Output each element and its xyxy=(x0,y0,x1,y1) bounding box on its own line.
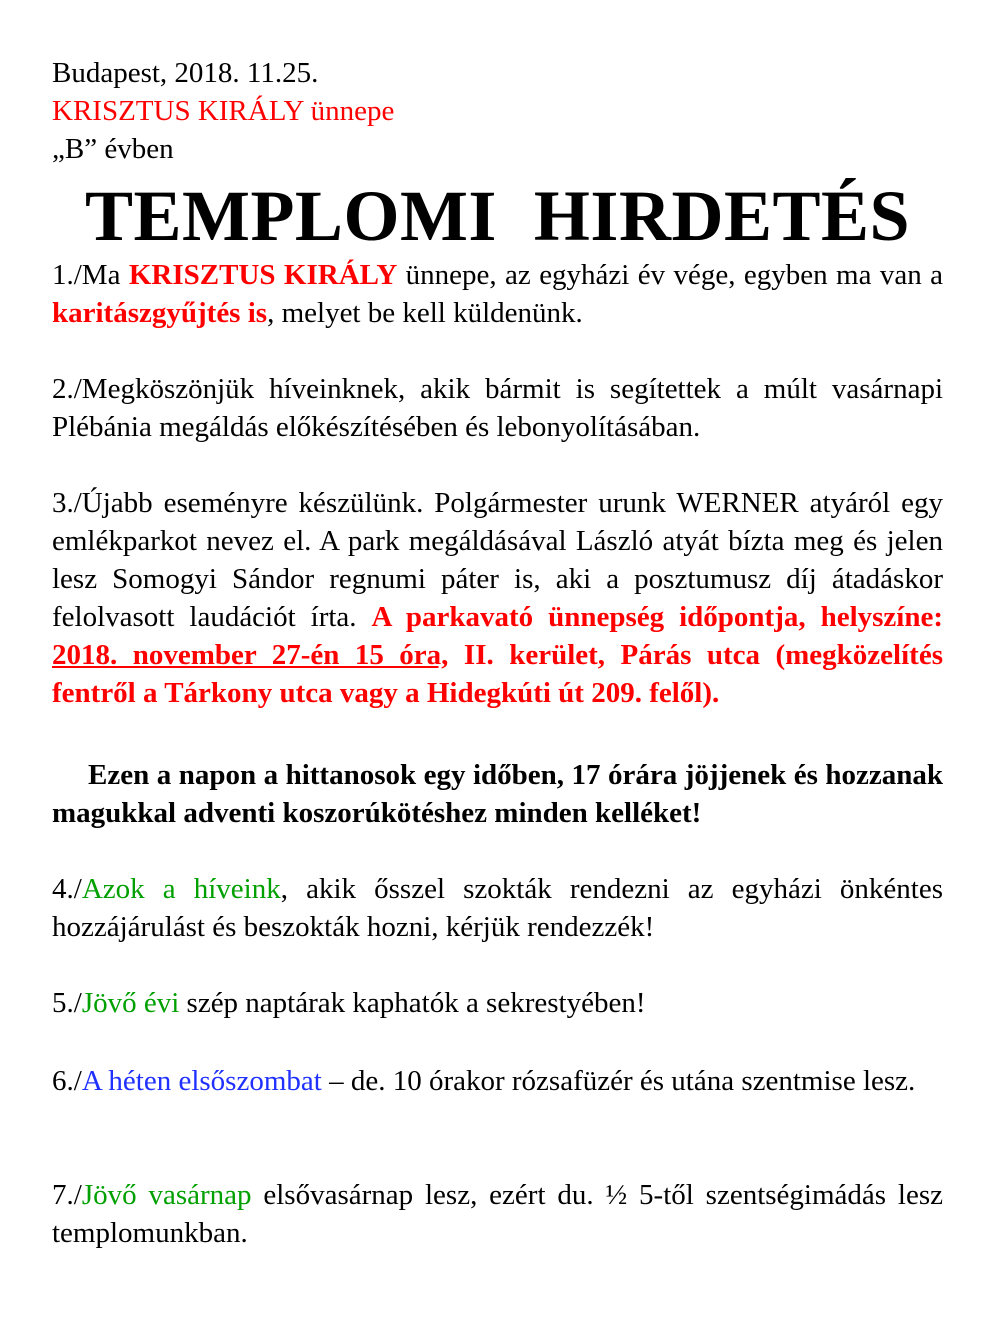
announcement-6 xyxy=(52,1062,943,1100)
announcement-7 xyxy=(52,1176,943,1252)
announcement-4-text: , akik ősszel szokták rendezni az egyházi önkéntes hozzájárulást és beszokták hozni, kérjük rendezzék! xyxy=(52,873,943,943)
announcement-1-text-b: , melyet be kell küldenünk. xyxy=(267,297,583,329)
header-block xyxy=(52,54,394,168)
announcement-4-highlight: Azok a híveink xyxy=(81,873,281,905)
announcement-7-highlight: Jövő vasárnap xyxy=(81,1179,252,1211)
announcement-5-num: 5./ xyxy=(52,987,82,1019)
announcement-3-text: 3./Újabb eseményre készülünk. Polgármester urunk WERNER atyáról egy emlékparkot nevez el. A park megáldásával László atyát bízta meg és jelen lesz Somogyi Sándor regnumi páter is, aki a posztumusz díj átadáskor felolvasott laudációt írta. xyxy=(52,487,943,633)
announcement-1 xyxy=(52,256,943,332)
announcement-3 xyxy=(52,484,943,712)
date-line: Budapest, 2018. 11.25. xyxy=(52,57,319,89)
announcement-6-highlight: A héten elsőszombat xyxy=(81,1065,322,1097)
announcement-1-highlight-feast: KRISZTUS KIRÁLY xyxy=(128,259,398,291)
announcement-5-text: szép naptárak kaphatók a sekrestyében! xyxy=(179,987,646,1019)
announcement-7-text: elsővasárnap lesz, ezért du. ½ 5-től szentségimádás lesz templomunkban. xyxy=(52,1179,944,1249)
liturgical-year-line: „B” évben xyxy=(52,133,174,165)
announcement-1-highlight-charity: karitászgyűjtés is xyxy=(52,297,268,329)
announcement-4-num: 4./ xyxy=(52,873,82,905)
announcement-3-event-label: A parkavató ünnepség időpontja, helyszíne: xyxy=(371,601,944,633)
announcement-5 xyxy=(52,984,943,1022)
announcement-1-text-a: ünnepe, az egyházi év vége, egyben ma van a xyxy=(397,259,943,291)
announcement-4 xyxy=(52,870,943,946)
announcement-2: 2./Megköszönjük híveinknek, akik bármit is segítettek a múlt vasárnapi Plébánia megáldás előkészítésében és lebonyolításában. xyxy=(52,373,943,443)
announcement-3-note: Ezen a napon a hittanosok egy időben, 17 órára jöjjenek és hozzanak magukkal adventi koszorúkötéshez minden kelléket! xyxy=(52,759,943,829)
announcement-7-num: 7./ xyxy=(52,1179,82,1211)
announcement-6-num: 6./ xyxy=(52,1065,82,1097)
feast-line: KRISZTUS KIRÁLY ünnepe xyxy=(52,95,395,127)
announcement-3-event-date: 2018. november 27-én 15 óra, xyxy=(52,639,449,671)
announcement-3-event-place: II. kerület, Párás utca (megközelítés fentről a Tárkony utca vagy a Hidegkúti út 209. felől). xyxy=(52,639,943,709)
page-title: TEMPLOMI HIRDETÉS xyxy=(84,176,911,256)
announcement-1-num: 1./Ma xyxy=(52,259,129,291)
announcement-5-highlight: Jövő évi xyxy=(81,987,180,1019)
announcement-6-text: – de. 10 órakor rózsafüzér és utána szentmise lesz. xyxy=(321,1065,916,1097)
